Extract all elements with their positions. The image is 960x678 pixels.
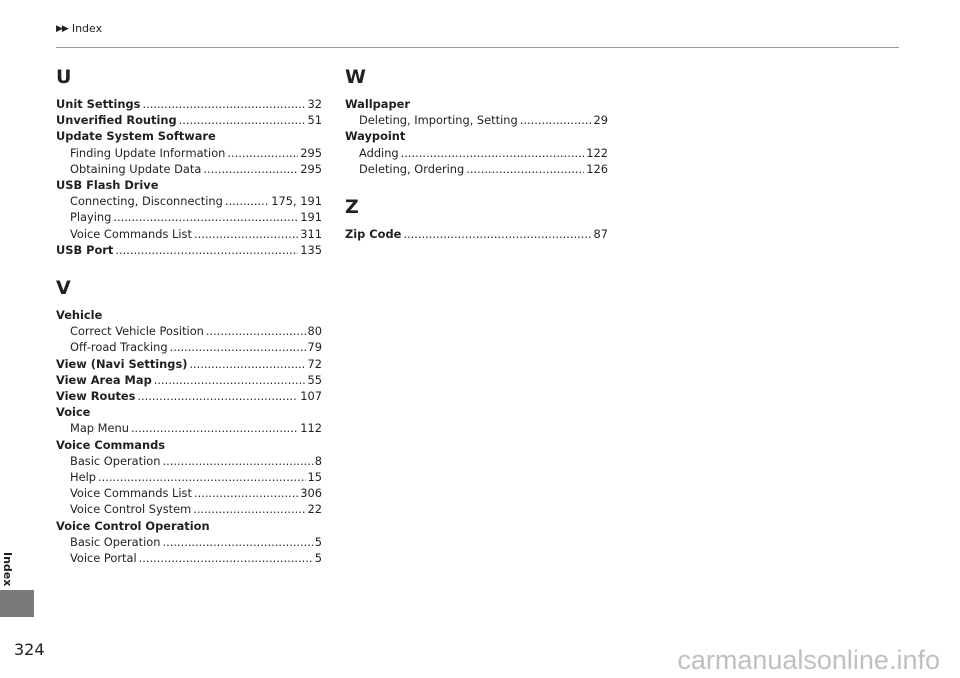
entry-page[interactable]: 80	[307, 324, 322, 339]
section-gap	[345, 177, 608, 196]
section-letter-u: U	[56, 66, 72, 88]
entry-term: Wallpaper	[345, 97, 410, 111]
index-heading	[56, 518, 322, 534]
index-heading	[56, 404, 322, 420]
entry-page[interactable]: 8	[314, 453, 322, 468]
subentry-term: Voice Portal	[70, 551, 137, 566]
section-gap	[56, 258, 322, 277]
leader-dots	[162, 534, 312, 550]
index-entry[interactable]	[56, 372, 322, 388]
entry-page[interactable]: 311	[300, 226, 322, 241]
entry-page[interactable]: 79	[307, 340, 322, 355]
subentry-term: Basic Operation	[70, 534, 161, 549]
index-heading	[56, 437, 322, 453]
side-tab-label[interactable]: Index	[1, 552, 14, 587]
leader-dots	[203, 161, 298, 177]
index-subentry[interactable]	[56, 145, 322, 161]
leader-dots	[162, 453, 312, 469]
watermark: carmanualsonline.info	[677, 645, 940, 675]
index-entry[interactable]	[56, 242, 322, 258]
entry-term: USB Port	[56, 242, 114, 257]
subentry-term: Voice Commands List	[70, 226, 192, 241]
index-subentry[interactable]	[56, 193, 322, 209]
leader-dots	[225, 193, 269, 209]
entry-page[interactable]: 15	[307, 470, 322, 485]
subentry-term: Finding Update Information	[70, 145, 226, 160]
index-subentry[interactable]	[56, 453, 322, 469]
entry-term: Voice Commands	[56, 437, 166, 452]
leader-dots	[142, 96, 305, 112]
index-entry[interactable]	[56, 388, 322, 404]
index-heading	[345, 128, 608, 144]
leader-dots	[466, 161, 584, 177]
entry-page[interactable]: 72	[307, 356, 322, 371]
index-subentry[interactable]	[56, 485, 322, 501]
entry-term: USB Flash Drive	[56, 178, 159, 193]
subentry-term: Correct Vehicle Position	[70, 324, 204, 339]
index-subentry[interactable]	[56, 501, 322, 517]
index-subentry[interactable]	[56, 226, 322, 242]
entry-page[interactable]: 112	[300, 421, 322, 436]
entry-page[interactable]: 306	[300, 486, 322, 501]
entry-page[interactable]: 87	[593, 227, 608, 242]
subentry-term: Basic Operation	[70, 453, 161, 468]
entry-page[interactable]: 107	[300, 389, 322, 404]
entry-page[interactable]: 295	[300, 161, 322, 176]
leader-dots	[403, 226, 591, 242]
index-subentry[interactable]	[345, 112, 608, 128]
leader-dots	[179, 112, 306, 128]
entry-term: Update System Software	[56, 129, 216, 144]
leader-dots	[115, 242, 298, 258]
section-letter-w: W	[345, 66, 366, 88]
breadcrumb	[56, 22, 102, 35]
leader-dots	[170, 339, 306, 355]
leader-dots	[131, 420, 298, 436]
entry-term: Unit Settings	[56, 97, 141, 111]
entry-term: Unverified Routing	[56, 113, 177, 128]
entry-term: View Area Map	[56, 372, 152, 387]
index-subentry[interactable]	[56, 161, 322, 177]
page-number: 324	[14, 640, 45, 659]
entry-term: View Routes	[56, 389, 136, 404]
entry-page[interactable]: 32	[307, 97, 322, 111]
leader-dots	[401, 145, 585, 161]
index-heading	[56, 128, 322, 144]
leader-dots	[206, 323, 306, 339]
index-column-left	[56, 66, 322, 566]
subentry-term: Help	[70, 470, 96, 485]
leader-dots	[139, 550, 313, 566]
index-heading	[56, 177, 322, 193]
index-subentry[interactable]	[345, 161, 608, 177]
leader-dots	[113, 209, 298, 225]
index-subentry[interactable]	[56, 534, 322, 550]
entry-page[interactable]: 55	[307, 372, 322, 387]
subentry-term: Voice Control System	[70, 502, 192, 517]
index-subentry[interactable]	[56, 209, 322, 225]
entry-page[interactable]: 22	[307, 502, 322, 517]
index-subentry[interactable]	[56, 550, 322, 566]
subentry-term: Connecting, Disconnecting	[70, 194, 223, 209]
leader-dots	[194, 226, 298, 242]
index-heading	[56, 307, 322, 323]
entry-page[interactable]: 51	[307, 113, 322, 128]
index-heading	[345, 96, 608, 112]
index-entry[interactable]	[345, 226, 608, 242]
entry-term: Zip Code	[345, 227, 402, 242]
entry-term: Vehicle	[56, 308, 103, 323]
subentry-term: Voice Commands List	[70, 486, 192, 501]
leader-dots	[98, 469, 306, 485]
subentry-term: Off-road Tracking	[70, 340, 168, 355]
section-letter-z: Z	[345, 196, 359, 219]
entry-term: Voice Control Operation	[56, 518, 210, 533]
entry-term: Waypoint	[345, 129, 406, 144]
entry-page[interactable]: 5	[314, 534, 322, 549]
subentry-term: Playing	[70, 210, 112, 225]
subentry-term: Adding	[359, 145, 399, 160]
leader-dots	[520, 112, 592, 128]
section-letter-v: V	[56, 277, 71, 300]
subentry-term: Deleting, Importing, Setting	[359, 113, 518, 128]
header-divider	[56, 47, 899, 48]
index-entry[interactable]	[56, 356, 322, 372]
entry-page[interactable]: 5	[314, 551, 322, 566]
index-entry[interactable]	[56, 112, 322, 128]
subentry-term: Map Menu	[70, 421, 129, 436]
subentry-term: Deleting, Ordering	[359, 161, 465, 176]
entry-term: View (Navi Settings)	[56, 356, 188, 371]
side-tab[interactable]	[0, 590, 34, 617]
leader-dots	[194, 485, 298, 501]
breadcrumb-label[interactable]: Index	[71, 22, 103, 35]
entry-term: Voice	[56, 405, 91, 420]
breadcrumb-arrows-icon: ▶▶	[56, 23, 68, 34]
index-subentry[interactable]	[345, 145, 608, 161]
leader-dots	[154, 372, 306, 388]
index-subentry[interactable]	[56, 420, 322, 436]
entry-page[interactable]: 126	[586, 161, 608, 176]
index-subentry[interactable]	[56, 469, 322, 485]
index-subentry[interactable]	[56, 339, 322, 355]
index-subentry[interactable]	[56, 323, 322, 339]
leader-dots	[189, 356, 305, 372]
subentry-term: Obtaining Update Data	[70, 161, 202, 176]
entry-page[interactable]: 135	[300, 242, 322, 257]
leader-dots	[137, 388, 298, 404]
entry-page[interactable]: 191	[300, 210, 322, 225]
entry-page[interactable]: 295	[300, 145, 322, 160]
leader-dots	[193, 501, 305, 517]
index-entry[interactable]	[56, 96, 322, 112]
entry-page[interactable]: 175, 191	[271, 194, 322, 209]
entry-page[interactable]: 122	[586, 145, 608, 160]
index-column-right	[345, 66, 608, 242]
entry-page[interactable]: 29	[593, 113, 608, 128]
leader-dots	[227, 145, 298, 161]
